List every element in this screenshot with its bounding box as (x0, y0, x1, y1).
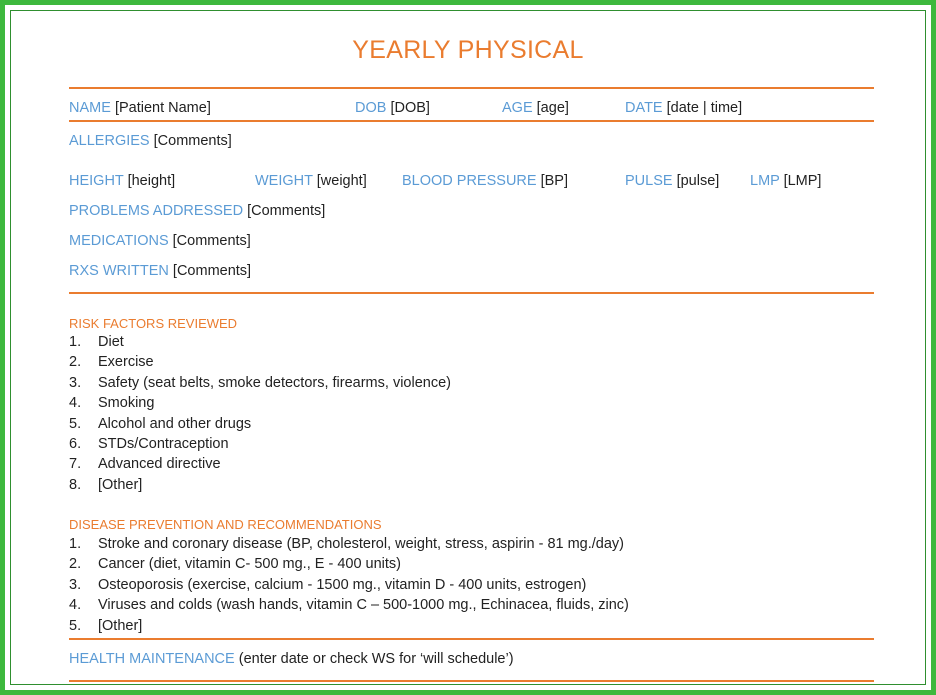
divider-bottom (69, 680, 874, 682)
height-value[interactable]: [height] (127, 173, 176, 189)
document-title: YEARLY PHYSICAL (352, 36, 584, 64)
problems-label: PROBLEMS ADDRESSED (69, 203, 244, 219)
age-value[interactable]: [age] (536, 100, 569, 116)
list-item: 2. Exercise (69, 354, 154, 371)
age-field[interactable] (502, 100, 569, 116)
weight-label: WEIGHT (255, 173, 313, 189)
divider-vitals (69, 292, 874, 294)
problems-value[interactable]: [Comments] (247, 203, 326, 219)
problems-field[interactable] (69, 203, 325, 219)
pulse-value[interactable]: [pulse] (676, 173, 720, 189)
medications-field[interactable] (69, 233, 251, 249)
list-item[interactable]: 8. [Other] (69, 476, 143, 493)
allergies-field[interactable] (69, 133, 232, 149)
lmp-label: LMP (750, 173, 780, 189)
rxs-field[interactable] (69, 263, 251, 279)
divider-prevention (69, 638, 874, 640)
risk-factors-heading: RISK FACTORS REVIEWED (69, 316, 238, 331)
lmp-field[interactable] (750, 173, 821, 189)
height-label: HEIGHT (69, 173, 124, 189)
name-label: NAME (69, 100, 111, 116)
medications-value[interactable]: [Comments] (172, 233, 251, 249)
medications-label: MEDICATIONS (69, 233, 169, 249)
list-item: 5. Alcohol and other drugs (69, 415, 252, 432)
health-maintenance-value[interactable]: (enter date or check WS for ‘will schedule’) (238, 651, 514, 667)
list-item: 7. Advanced directive (69, 456, 221, 473)
dob-field[interactable] (355, 100, 430, 116)
list-item: 3. Osteoporosis (exercise, calcium - 1500 mg., vitamin D - 400 units, estrogen) (69, 576, 587, 593)
name-value[interactable]: [Patient Name] (114, 100, 211, 116)
blood-pressure-label: BLOOD PRESSURE (402, 173, 537, 189)
divider-row1 (69, 120, 874, 122)
date-value[interactable]: [date | time] (666, 100, 743, 116)
list-item: 2. Cancer (diet, vitamin C- 500 mg., E - 400 units) (69, 556, 402, 573)
disease-prevention-list (69, 534, 629, 636)
rxs-value[interactable]: [Comments] (172, 263, 252, 279)
list-item: 1. Diet (69, 334, 124, 350)
allergies-value[interactable]: [Comments] (153, 133, 232, 149)
list-item: 6. STDs/Contraception (69, 435, 229, 452)
allergies-label: ALLERGIES (69, 133, 150, 149)
weight-field[interactable] (255, 173, 367, 189)
date-field[interactable] (625, 100, 742, 116)
list-item[interactable]: 5. [Other] (69, 617, 143, 634)
blood-pressure-field[interactable] (402, 173, 568, 189)
list-item: 1. Stroke and coronary disease (BP, cholesterol, weight, stress, aspirin - 81 mg./day) (69, 536, 625, 552)
name-field[interactable] (69, 100, 211, 116)
height-field[interactable] (69, 173, 175, 189)
lmp-value[interactable]: [LMP] (783, 173, 822, 189)
pulse-field[interactable] (625, 173, 719, 189)
list-item: 3. Safety (seat belts, smoke detectors, firearms, violence) (69, 374, 451, 391)
health-maintenance-label: HEALTH MAINTENANCE (69, 651, 235, 667)
health-maintenance-field[interactable] (69, 651, 514, 667)
blood-pressure-value[interactable]: [BP] (540, 173, 569, 189)
disease-prevention-heading: DISEASE PREVENTION AND RECOMMENDATIONS (69, 517, 382, 532)
pulse-label: PULSE (625, 173, 673, 189)
weight-value[interactable]: [weight] (316, 173, 367, 189)
list-item: 4. Smoking (69, 395, 155, 412)
date-label: DATE (625, 100, 663, 116)
dob-label: DOB (355, 100, 387, 116)
risk-factors-list (69, 332, 451, 495)
age-label: AGE (502, 100, 533, 116)
divider-top (69, 87, 874, 89)
list-item: 4. Viruses and colds (wash hands, vitamin C – 500-1000 mg., Echinacea, fluids, zinc) (69, 597, 629, 614)
rxs-label: RXS WRITTEN (69, 263, 169, 279)
dob-value[interactable]: [DOB] (390, 100, 430, 116)
